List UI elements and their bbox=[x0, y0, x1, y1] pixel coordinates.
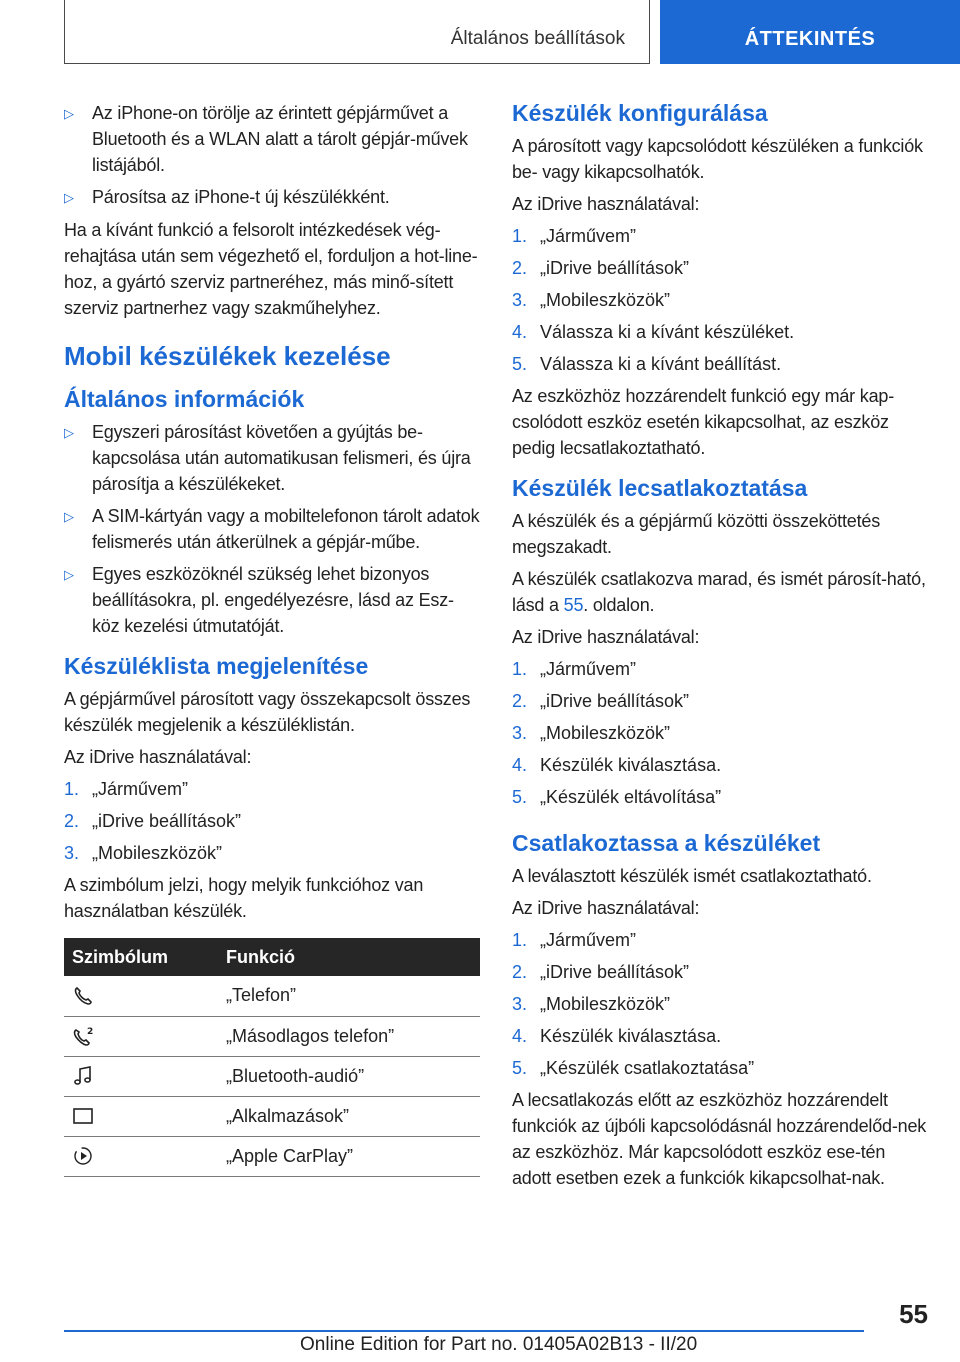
right-column bbox=[512, 100, 928, 1197]
bullet-item: ▷ Párosítsa az iPhone-t új készülékként. bbox=[64, 184, 480, 211]
music-note-icon bbox=[72, 1065, 94, 1087]
list-item: 5. „Készülék csatlakoztatása” bbox=[512, 1058, 755, 1078]
paragraph-disconnect-ref: A készülék csatlakozva marad, és ismét párosít-ható, lásd a 55. oldalon. bbox=[512, 569, 926, 615]
table-row: „Bluetooth-audió” bbox=[64, 1056, 480, 1096]
list-item: 1. „Járművem” bbox=[64, 779, 189, 799]
paragraph-disconnect: A készülék és a gépjármű közötti összeköttetés megszakadt. bbox=[512, 511, 880, 557]
page-number: 55 bbox=[899, 1299, 928, 1329]
triangle-bullet-icon: ▷ bbox=[64, 106, 74, 121]
list-item: 2. „iDrive beállítások” bbox=[512, 691, 690, 711]
footer-edition-text: Online Edition for Part no. 01405A02B13 - II/20 bbox=[300, 1334, 698, 1355]
list-item: 4. Készülék kiválasztása. bbox=[512, 755, 722, 775]
paragraph-device-list: A gépjárművel párosított vagy összekapcsolt összes készülék megjelenik a készüléklistán. bbox=[64, 689, 471, 735]
idrive-intro: Az iDrive használatával: bbox=[512, 898, 700, 918]
bullet-item: ▷ Az iPhone-on törölje az érintett gépjárművet a Bluetooth és a WLAN alatt a tárolt gépjár-művek listájából. bbox=[64, 100, 480, 178]
numbered-list bbox=[64, 776, 480, 866]
heading-device-connect: Csatlakoztassa a készüléket bbox=[512, 830, 821, 856]
footer-divider bbox=[64, 1330, 864, 1332]
list-item: 5. „Készülék eltávolítása” bbox=[512, 787, 722, 807]
paragraph-config: A párosított vagy kapcsolódott készüléken a funkciók be- vagy kikapcsolhatók. bbox=[512, 136, 923, 182]
header-section-box bbox=[64, 0, 650, 64]
apps-square-icon bbox=[72, 1105, 94, 1127]
bullet-item: ▷ Egyszeri párosítást követően a gyújtás be-kapcsolása után automatikusan felismeri, és újra párosítja a készülékeket. bbox=[64, 419, 480, 497]
heading-device-disconnect: Készülék lecsatlakoztatása bbox=[512, 475, 808, 501]
table-row: „Alkalmazások” bbox=[64, 1096, 480, 1136]
heading-general-info: Általános információk bbox=[64, 386, 305, 412]
list-item: 2. „iDrive beállítások” bbox=[512, 962, 690, 982]
list-item: 4. Készülék kiválasztása. bbox=[512, 1026, 722, 1046]
list-item: 5. Válassza ki a kívánt beállítást. bbox=[512, 354, 782, 374]
paragraph-symbol: A szimbólum jelzi, hogy melyik funkcióhoz van használatban készülék. bbox=[64, 875, 424, 921]
phone-2-icon bbox=[72, 1025, 94, 1047]
list-item: 1. „Járművem” bbox=[512, 930, 637, 950]
paragraph-hotline: Ha a kívánt funkció a felsorolt intézkedések vég-rehajtása után sem végezhető el, forduljon a hot-line-hoz, a gyártó szerviz partneréhez, más minő-sített szerviz partnerhez vagy szakműhelyhez. bbox=[64, 220, 478, 318]
list-item: 3. „Mobileszközök” bbox=[64, 843, 223, 863]
triangle-bullet-icon: ▷ bbox=[64, 567, 74, 582]
list-item: 3. „Mobileszközök” bbox=[512, 723, 671, 743]
idrive-intro: Az iDrive használatával: bbox=[512, 627, 700, 647]
table-row: „Telefon” bbox=[64, 976, 480, 1016]
idrive-intro: Az iDrive használatával: bbox=[512, 194, 700, 214]
bullet-item: ▷ Egyes eszközöknél szükség lehet bizonyos beállításokra, pl. engedélyezésre, lásd az Esz-köz kezelési útmutatóját. bbox=[64, 561, 480, 639]
heading-device-list: Készüléklista megjelenítése bbox=[64, 653, 369, 679]
numbered-list bbox=[512, 223, 928, 377]
list-item: 1. „Járművem” bbox=[512, 659, 637, 679]
list-item: 2. „iDrive beállítások” bbox=[512, 258, 690, 278]
paragraph-connect-note: A lecsatlakozás előtt az eszközhöz hozzárendelt funkciók az újbóli kapcsolódásnál hozzárendelőd-nek az eszközhöz. Már kapcsolódott eszköz ese-tén adott esetben ezek a funkciók kikapcsolhat-nak. bbox=[512, 1090, 927, 1188]
svg-text:2: 2 bbox=[87, 1027, 94, 1038]
phone-icon bbox=[72, 985, 94, 1007]
heading-mobile-devices: Mobil készülékek kezelése bbox=[64, 341, 391, 371]
numbered-list bbox=[512, 927, 928, 1081]
table-header-symbol: Szimbólum bbox=[64, 938, 218, 976]
idrive-intro: Az iDrive használatával: bbox=[64, 747, 252, 767]
footer-edition bbox=[300, 1334, 697, 1356]
list-item: 4. Válassza ki a kívánt készüléket. bbox=[512, 322, 795, 342]
symbol-table bbox=[64, 938, 480, 1177]
table-header-function: Funkció bbox=[218, 938, 480, 976]
page-link[interactable]: 55 bbox=[563, 595, 584, 615]
list-item: 3. „Mobileszközök” bbox=[512, 994, 671, 1014]
triangle-bullet-icon: ▷ bbox=[64, 425, 74, 440]
paragraph-config-note: Az eszközhöz hozzárendelt funkció egy már kap-csolódott eszköz esetén kikapcsolhat, az eszköz pedig lecsatlakoztatható. bbox=[512, 386, 894, 458]
table-row: 2 „Másodlagos telefon” bbox=[64, 1016, 480, 1056]
header-section-title: Általános beállítások bbox=[450, 28, 625, 49]
list-item: 2. „iDrive beállítások” bbox=[64, 811, 242, 831]
triangle-bullet-icon: ▷ bbox=[64, 509, 74, 524]
heading-device-config: Készülék konfigurálása bbox=[512, 100, 768, 126]
triangle-bullet-icon: ▷ bbox=[64, 190, 74, 205]
list-item: 3. „Mobileszközök” bbox=[512, 290, 671, 310]
left-column bbox=[64, 100, 480, 1177]
list-item: 1. „Járművem” bbox=[512, 226, 637, 246]
carplay-play-icon bbox=[72, 1145, 94, 1167]
header-tab[interactable]: ÁTTEKINTÉS bbox=[660, 0, 960, 64]
bullet-item: ▷ A SIM-kártyán vagy a mobiltelefonon tárolt adatok felismerés után átkerülnek a gépjár-műbe. bbox=[64, 503, 480, 555]
table-row: „Apple CarPlay” bbox=[64, 1136, 480, 1176]
paragraph-connect: A leválasztott készülék ismét csatlakoztatható. bbox=[512, 866, 872, 886]
numbered-list bbox=[512, 656, 928, 810]
